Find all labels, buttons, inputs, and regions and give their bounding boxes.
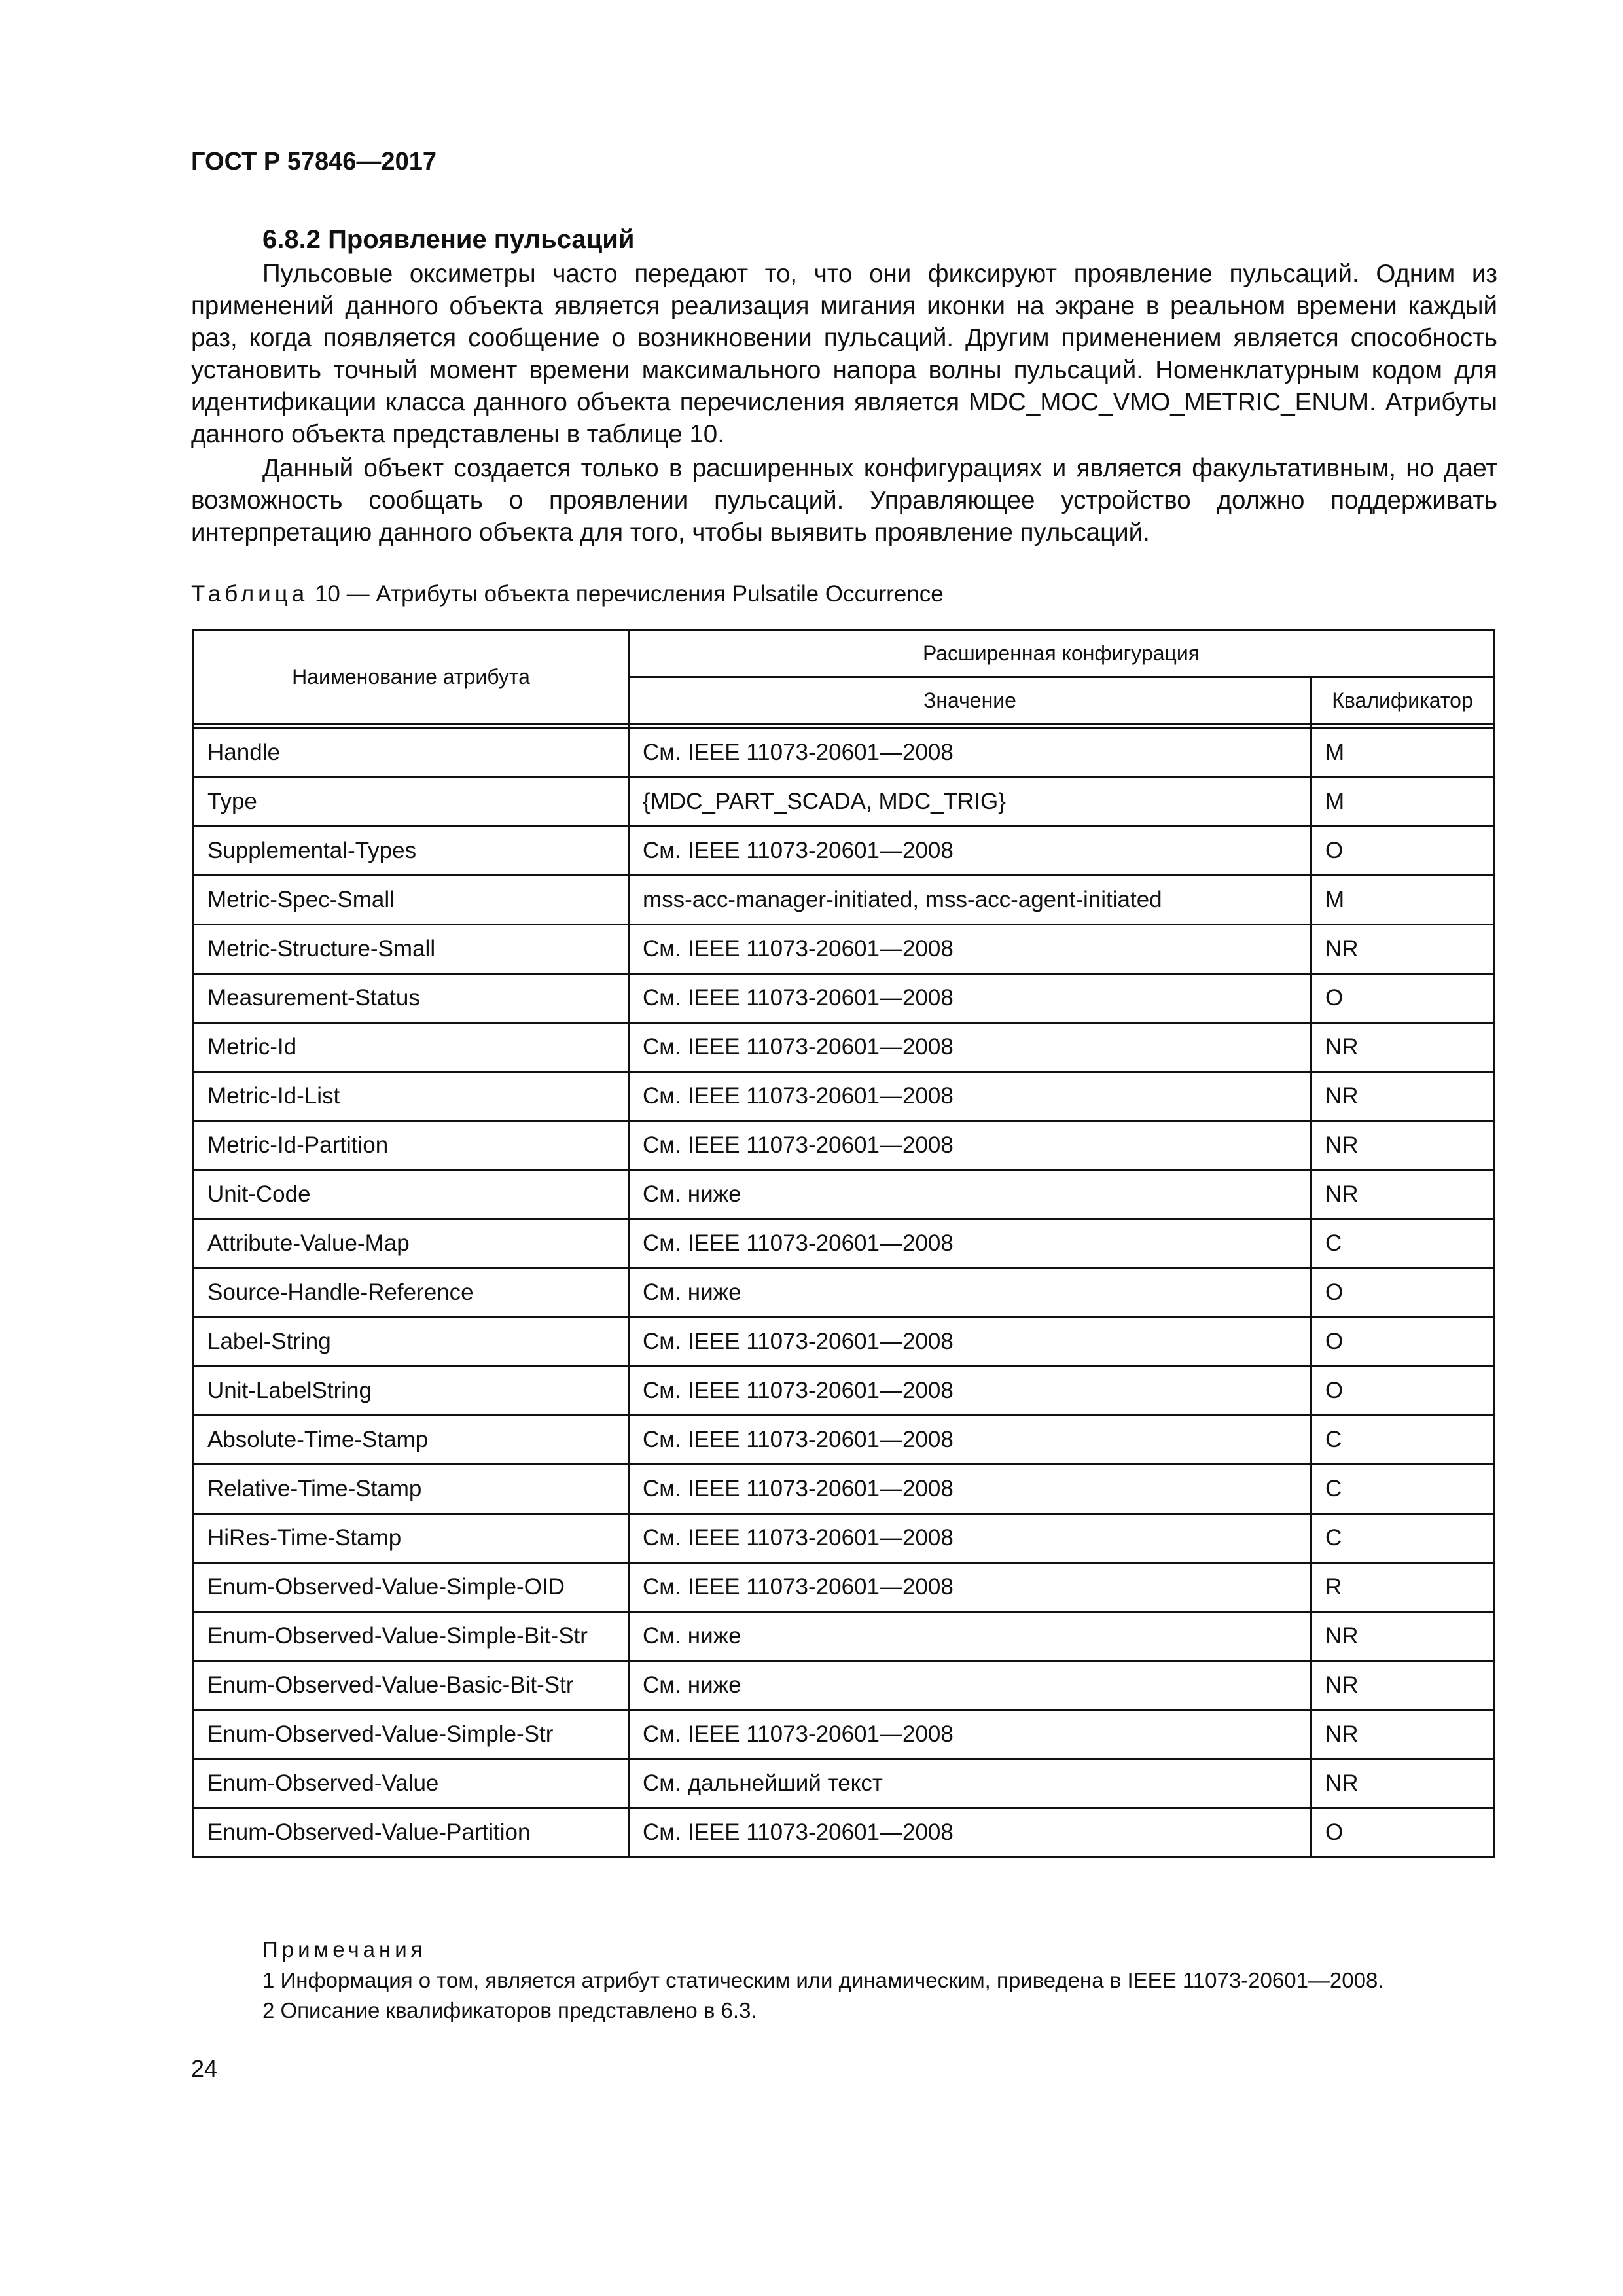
notes-title: Примечания (262, 1937, 427, 1962)
cell-qualifier: O (1311, 1367, 1494, 1416)
cell-attribute-name: Type (194, 778, 629, 827)
cell-value: См. IEEE 11073-20601—2008 (629, 1808, 1311, 1857)
cell-qualifier: O (1311, 1808, 1494, 1857)
note-1: 1 Информация о том, является атрибут статическим или динамическим, приведена в IEEE 11073-20601—2008. (262, 1968, 1384, 1992)
cell-value: mss-acc-manager-initiated, mss-acc-agent-initiated (629, 876, 1311, 925)
cell-qualifier: C (1311, 1219, 1494, 1268)
cell-value: См. ниже (629, 1661, 1311, 1710)
cell-qualifier: NR (1311, 1661, 1494, 1710)
cell-attribute-name: HiRes-Time-Stamp (194, 1514, 629, 1563)
table-row (194, 1465, 1494, 1514)
cell-qualifier: NR (1311, 1759, 1494, 1808)
table-row (194, 876, 1494, 925)
cell-qualifier: C (1311, 1514, 1494, 1563)
paragraph-1-text: Пульсовые оксиметры часто передают то, что они фиксируют проявление пульсаций. Одним из применений данного объекта является реализация мигания иконки на экране в реальном времени каждый раз, когда появляется сообщение о возникновении пульсаций. Другим применением является способность установить точный момент времени максимального напора волны пульсаций. Номенклатурным кодом для идентификации класса данного объекта перечисления является MDC_MOC_VMO_METRIC_ENUM. Атрибуты данного объекта представлены в таблице 10. (191, 260, 1497, 448)
cell-value: См. IEEE 11073-20601—2008 (629, 974, 1311, 1023)
cell-attribute-name: Enum-Observed-Value-Simple-OID (194, 1563, 629, 1612)
header-extended-config: Расширенная конфигурация (629, 630, 1494, 677)
cell-qualifier: C (1311, 1465, 1494, 1514)
table-row (194, 1710, 1494, 1759)
cell-value: См. IEEE 11073-20601—2008 (629, 1367, 1311, 1416)
cell-qualifier: NR (1311, 925, 1494, 974)
cell-attribute-name: Enum-Observed-Value (194, 1759, 629, 1808)
cell-value: См. IEEE 11073-20601—2008 (629, 827, 1311, 876)
table-row (194, 1367, 1494, 1416)
cell-qualifier: O (1311, 1268, 1494, 1318)
cell-value: См. IEEE 11073-20601—2008 (629, 1318, 1311, 1367)
table-row (194, 1072, 1494, 1121)
cell-value: См. IEEE 11073-20601—2008 (629, 728, 1311, 778)
cell-attribute-name: Enum-Observed-Value-Basic-Bit-Str (194, 1661, 629, 1710)
table-row (194, 1023, 1494, 1072)
cell-qualifier: M (1311, 778, 1494, 827)
cell-qualifier: M (1311, 876, 1494, 925)
attributes-table (192, 629, 1495, 1858)
cell-attribute-name: Relative-Time-Stamp (194, 1465, 629, 1514)
table-row (194, 827, 1494, 876)
table-caption-prefix: Таблица (191, 581, 309, 607)
cell-qualifier: R (1311, 1563, 1494, 1612)
cell-value: См. IEEE 11073-20601—2008 (629, 925, 1311, 974)
cell-value: См. IEEE 11073-20601—2008 (629, 1023, 1311, 1072)
cell-attribute-name: Metric-Id-List (194, 1072, 629, 1121)
table-body (194, 728, 1494, 1857)
paragraph-2-text: Данный объект создается только в расширенных конфигурациях и является факультативным, но дает возможность сообщать о проявлении пульсаций. Управляющее устройство должно поддерживать интерпретацию данного объекта для того, чтобы выявить проявление пульсаций. (191, 454, 1497, 547)
cell-attribute-name: Enum-Observed-Value-Simple-Str (194, 1710, 629, 1759)
cell-attribute-name: Enum-Observed-Value-Partition (194, 1808, 629, 1857)
cell-attribute-name: Metric-Id (194, 1023, 629, 1072)
cell-value: См. ниже (629, 1170, 1311, 1219)
page-number: 24 (191, 2055, 218, 2082)
cell-qualifier: NR (1311, 1121, 1494, 1170)
table-row (194, 925, 1494, 974)
cell-value: См. ниже (629, 1268, 1311, 1318)
cell-value: См. IEEE 11073-20601—2008 (629, 1121, 1311, 1170)
cell-qualifier: M (1311, 728, 1494, 778)
cell-value: См. ниже (629, 1612, 1311, 1661)
cell-value: См. IEEE 11073-20601—2008 (629, 1072, 1311, 1121)
table-row (194, 728, 1494, 778)
header-attribute-name: Наименование атрибута (194, 630, 629, 724)
table-row (194, 1808, 1494, 1857)
paragraph-1 (191, 258, 1497, 450)
cell-attribute-name: Absolute-Time-Stamp (194, 1416, 629, 1465)
cell-attribute-name: Unit-LabelString (194, 1367, 629, 1416)
cell-qualifier: O (1311, 827, 1494, 876)
cell-value: См. IEEE 11073-20601—2008 (629, 1219, 1311, 1268)
cell-value: См. дальнейший текст (629, 1759, 1311, 1808)
cell-attribute-name: Handle (194, 728, 629, 778)
cell-attribute-name: Label-String (194, 1318, 629, 1367)
cell-attribute-name: Supplemental-Types (194, 827, 629, 876)
table-row (194, 1612, 1494, 1661)
note-2: 2 Описание квалификаторов представлено в 6.3. (262, 1998, 757, 2022)
cell-value: См. IEEE 11073-20601—2008 (629, 1710, 1311, 1759)
cell-attribute-name: Metric-Structure-Small (194, 925, 629, 974)
cell-attribute-name: Measurement-Status (194, 974, 629, 1023)
header-separator (194, 724, 1494, 728)
header-qualifier: Квалификатор (1311, 677, 1494, 724)
cell-attribute-name: Attribute-Value-Map (194, 1219, 629, 1268)
table-caption (191, 581, 944, 607)
cell-qualifier: NR (1311, 1612, 1494, 1661)
table-row (194, 1268, 1494, 1318)
cell-attribute-name: Metric-Spec-Small (194, 876, 629, 925)
table-row (194, 974, 1494, 1023)
cell-value: См. IEEE 11073-20601—2008 (629, 1563, 1311, 1612)
table-row (194, 778, 1494, 827)
cell-value: См. IEEE 11073-20601—2008 (629, 1465, 1311, 1514)
cell-attribute-name: Enum-Observed-Value-Simple-Bit-Str (194, 1612, 629, 1661)
cell-qualifier: C (1311, 1416, 1494, 1465)
cell-qualifier: O (1311, 1318, 1494, 1367)
table-row (194, 1661, 1494, 1710)
header-value: Значение (629, 677, 1311, 724)
table-row (194, 1514, 1494, 1563)
table-row (194, 1121, 1494, 1170)
section-title: 6.8.2 Проявление пульсаций (262, 225, 635, 254)
table-row (194, 1318, 1494, 1367)
document-header: ГОСТ Р 57846—2017 (191, 148, 437, 175)
table-row (194, 1219, 1494, 1268)
cell-value: {MDC_PART_SCADA, MDC_TRIG} (629, 778, 1311, 827)
cell-qualifier: O (1311, 974, 1494, 1023)
table-row (194, 1170, 1494, 1219)
cell-qualifier: NR (1311, 1710, 1494, 1759)
table-row (194, 1416, 1494, 1465)
table-row (194, 1563, 1494, 1612)
cell-attribute-name: Metric-Id-Partition (194, 1121, 629, 1170)
cell-qualifier: NR (1311, 1072, 1494, 1121)
cell-qualifier: NR (1311, 1170, 1494, 1219)
table-row (194, 1759, 1494, 1808)
cell-attribute-name: Source-Handle-Reference (194, 1268, 629, 1318)
cell-attribute-name: Unit-Code (194, 1170, 629, 1219)
paragraph-2 (191, 452, 1497, 548)
cell-value: См. IEEE 11073-20601—2008 (629, 1514, 1311, 1563)
table-caption-text: 10 — Атрибуты объекта перечисления Pulsatile Occurrence (314, 581, 944, 607)
cell-qualifier: NR (1311, 1023, 1494, 1072)
cell-value: См. IEEE 11073-20601—2008 (629, 1416, 1311, 1465)
